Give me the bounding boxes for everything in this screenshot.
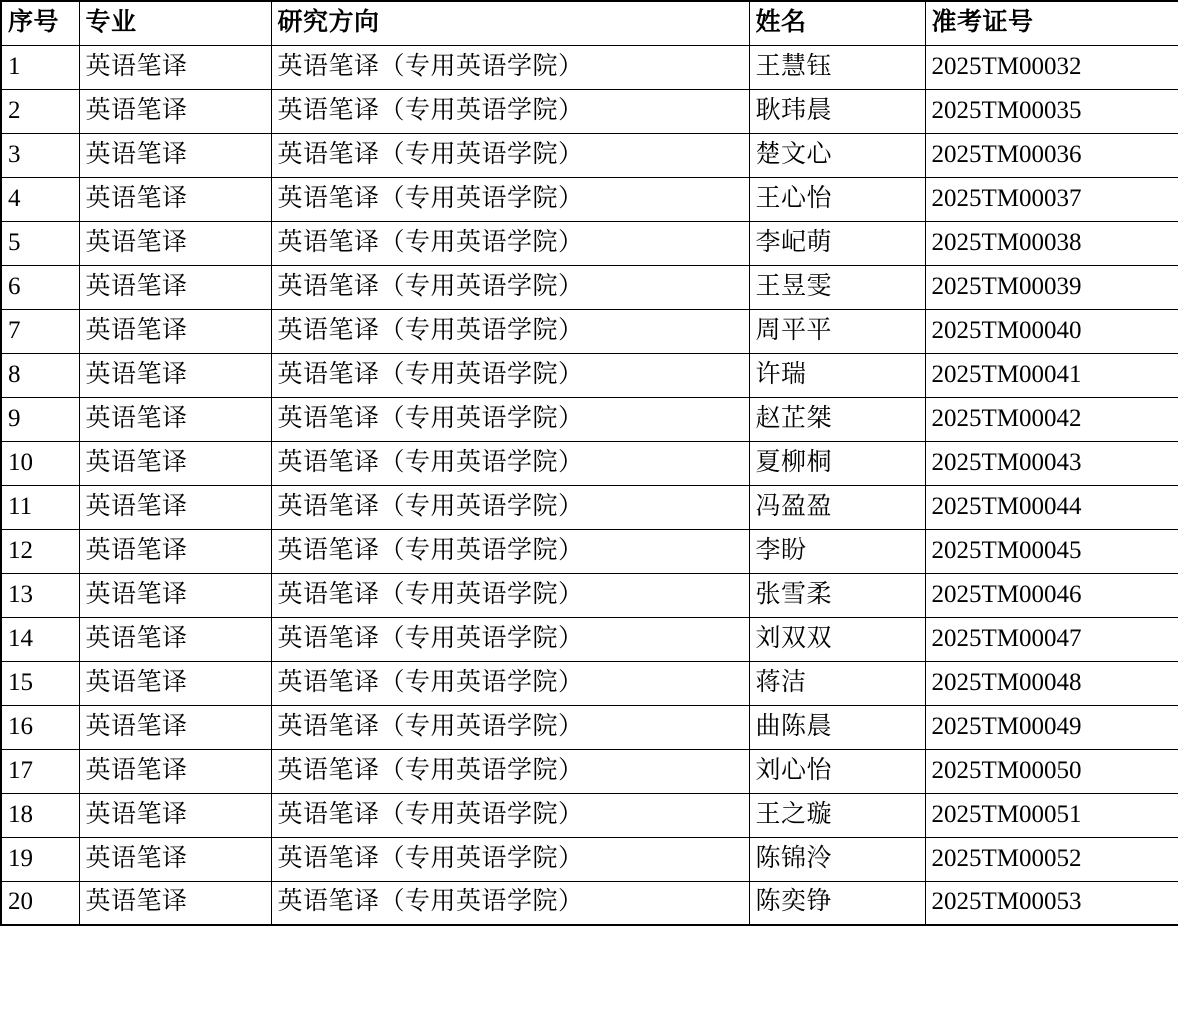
cell-ticket: 2025TM00052 — [925, 837, 1178, 881]
table-header-row — [1, 1, 1178, 45]
table-row — [1, 573, 1178, 617]
cell-direction: 英语笔译（专用英语学院） — [271, 705, 749, 749]
cell-major: 英语笔译 — [79, 529, 271, 573]
table-header — [1, 1, 1178, 45]
cell-major: 英语笔译 — [79, 89, 271, 133]
cell-ticket: 2025TM00044 — [925, 485, 1178, 529]
cell-index: 11 — [1, 485, 79, 529]
column-header-major: 专业 — [79, 1, 271, 45]
cell-direction: 英语笔译（专用英语学院） — [271, 573, 749, 617]
table-row — [1, 265, 1178, 309]
cell-direction: 英语笔译（专用英语学院） — [271, 793, 749, 837]
cell-ticket: 2025TM00036 — [925, 133, 1178, 177]
cell-index: 18 — [1, 793, 79, 837]
cell-name: 陈锦泠 — [749, 837, 925, 881]
cell-major: 英语笔译 — [79, 705, 271, 749]
cell-ticket: 2025TM00038 — [925, 221, 1178, 265]
cell-major: 英语笔译 — [79, 221, 271, 265]
cell-direction: 英语笔译（专用英语学院） — [271, 749, 749, 793]
cell-direction: 英语笔译（专用英语学院） — [271, 133, 749, 177]
cell-name: 许瑞 — [749, 353, 925, 397]
cell-ticket: 2025TM00035 — [925, 89, 1178, 133]
cell-index: 13 — [1, 573, 79, 617]
table-row — [1, 529, 1178, 573]
cell-index: 9 — [1, 397, 79, 441]
cell-name: 刘心怡 — [749, 749, 925, 793]
cell-index: 16 — [1, 705, 79, 749]
cell-name: 蒋洁 — [749, 661, 925, 705]
cell-ticket: 2025TM00047 — [925, 617, 1178, 661]
table-row — [1, 133, 1178, 177]
cell-major: 英语笔译 — [79, 617, 271, 661]
cell-name: 周平平 — [749, 309, 925, 353]
cell-direction: 英语笔译（专用英语学院） — [271, 397, 749, 441]
cell-index: 15 — [1, 661, 79, 705]
table-row — [1, 397, 1178, 441]
cell-direction: 英语笔译（专用英语学院） — [271, 89, 749, 133]
cell-index: 17 — [1, 749, 79, 793]
column-header-index: 序号 — [1, 1, 79, 45]
cell-name: 陈奕铮 — [749, 881, 925, 925]
table-row — [1, 617, 1178, 661]
table-row — [1, 45, 1178, 89]
cell-major: 英语笔译 — [79, 485, 271, 529]
cell-name: 王慧钰 — [749, 45, 925, 89]
table-row — [1, 705, 1178, 749]
cell-ticket: 2025TM00045 — [925, 529, 1178, 573]
cell-ticket: 2025TM00042 — [925, 397, 1178, 441]
cell-major: 英语笔译 — [79, 441, 271, 485]
cell-direction: 英语笔译（专用英语学院） — [271, 881, 749, 925]
cell-direction: 英语笔译（专用英语学院） — [271, 485, 749, 529]
cell-major: 英语笔译 — [79, 661, 271, 705]
cell-index: 5 — [1, 221, 79, 265]
cell-index: 3 — [1, 133, 79, 177]
cell-index: 19 — [1, 837, 79, 881]
cell-index: 2 — [1, 89, 79, 133]
cell-name: 张雪柔 — [749, 573, 925, 617]
table-row — [1, 441, 1178, 485]
cell-major: 英语笔译 — [79, 177, 271, 221]
cell-index: 7 — [1, 309, 79, 353]
cell-ticket: 2025TM00049 — [925, 705, 1178, 749]
cell-index: 4 — [1, 177, 79, 221]
cell-direction: 英语笔译（专用英语学院） — [271, 353, 749, 397]
column-header-name: 姓名 — [749, 1, 925, 45]
cell-direction: 英语笔译（专用英语学院） — [271, 529, 749, 573]
cell-name: 赵芷桀 — [749, 397, 925, 441]
cell-ticket: 2025TM00051 — [925, 793, 1178, 837]
table-row — [1, 749, 1178, 793]
cell-name: 王昱雯 — [749, 265, 925, 309]
cell-name: 夏柳桐 — [749, 441, 925, 485]
cell-name: 李盼 — [749, 529, 925, 573]
cell-major: 英语笔译 — [79, 881, 271, 925]
cell-major: 英语笔译 — [79, 837, 271, 881]
table-body — [1, 45, 1178, 925]
table-row — [1, 221, 1178, 265]
cell-index: 10 — [1, 441, 79, 485]
cell-index: 8 — [1, 353, 79, 397]
table-row — [1, 177, 1178, 221]
table-row — [1, 485, 1178, 529]
cell-name: 耿玮晨 — [749, 89, 925, 133]
cell-ticket: 2025TM00053 — [925, 881, 1178, 925]
cell-direction: 英语笔译（专用英语学院） — [271, 221, 749, 265]
table-row — [1, 661, 1178, 705]
table-row — [1, 881, 1178, 925]
cell-ticket: 2025TM00037 — [925, 177, 1178, 221]
cell-major: 英语笔译 — [79, 793, 271, 837]
cell-direction: 英语笔译（专用英语学院） — [271, 309, 749, 353]
cell-name: 冯盈盈 — [749, 485, 925, 529]
cell-major: 英语笔译 — [79, 573, 271, 617]
cell-ticket: 2025TM00043 — [925, 441, 1178, 485]
cell-major: 英语笔译 — [79, 353, 271, 397]
cell-name: 李屺萌 — [749, 221, 925, 265]
column-header-direction: 研究方向 — [271, 1, 749, 45]
cell-direction: 英语笔译（专用英语学院） — [271, 837, 749, 881]
table-row — [1, 793, 1178, 837]
cell-name: 楚文心 — [749, 133, 925, 177]
cell-direction: 英语笔译（专用英语学院） — [271, 265, 749, 309]
table-row — [1, 353, 1178, 397]
cell-direction: 英语笔译（专用英语学院） — [271, 661, 749, 705]
cell-name: 王之璇 — [749, 793, 925, 837]
cell-major: 英语笔译 — [79, 265, 271, 309]
cell-ticket: 2025TM00032 — [925, 45, 1178, 89]
cell-ticket: 2025TM00046 — [925, 573, 1178, 617]
cell-major: 英语笔译 — [79, 133, 271, 177]
column-header-ticket: 准考证号 — [925, 1, 1178, 45]
cell-major: 英语笔译 — [79, 749, 271, 793]
cell-ticket: 2025TM00050 — [925, 749, 1178, 793]
cell-ticket: 2025TM00041 — [925, 353, 1178, 397]
cell-ticket: 2025TM00048 — [925, 661, 1178, 705]
table-row — [1, 309, 1178, 353]
cell-name: 刘双双 — [749, 617, 925, 661]
table-row — [1, 89, 1178, 133]
cell-major: 英语笔译 — [79, 397, 271, 441]
cell-index: 12 — [1, 529, 79, 573]
cell-name: 王心怡 — [749, 177, 925, 221]
cell-ticket: 2025TM00039 — [925, 265, 1178, 309]
cell-name: 曲陈晨 — [749, 705, 925, 749]
cell-direction: 英语笔译（专用英语学院） — [271, 45, 749, 89]
table-row — [1, 837, 1178, 881]
cell-major: 英语笔译 — [79, 45, 271, 89]
cell-index: 20 — [1, 881, 79, 925]
cell-direction: 英语笔译（专用英语学院） — [271, 617, 749, 661]
cell-index: 14 — [1, 617, 79, 661]
cell-index: 1 — [1, 45, 79, 89]
cell-ticket: 2025TM00040 — [925, 309, 1178, 353]
cell-major: 英语笔译 — [79, 309, 271, 353]
cell-direction: 英语笔译（专用英语学院） — [271, 177, 749, 221]
cell-direction: 英语笔译（专用英语学院） — [271, 441, 749, 485]
cell-index: 6 — [1, 265, 79, 309]
